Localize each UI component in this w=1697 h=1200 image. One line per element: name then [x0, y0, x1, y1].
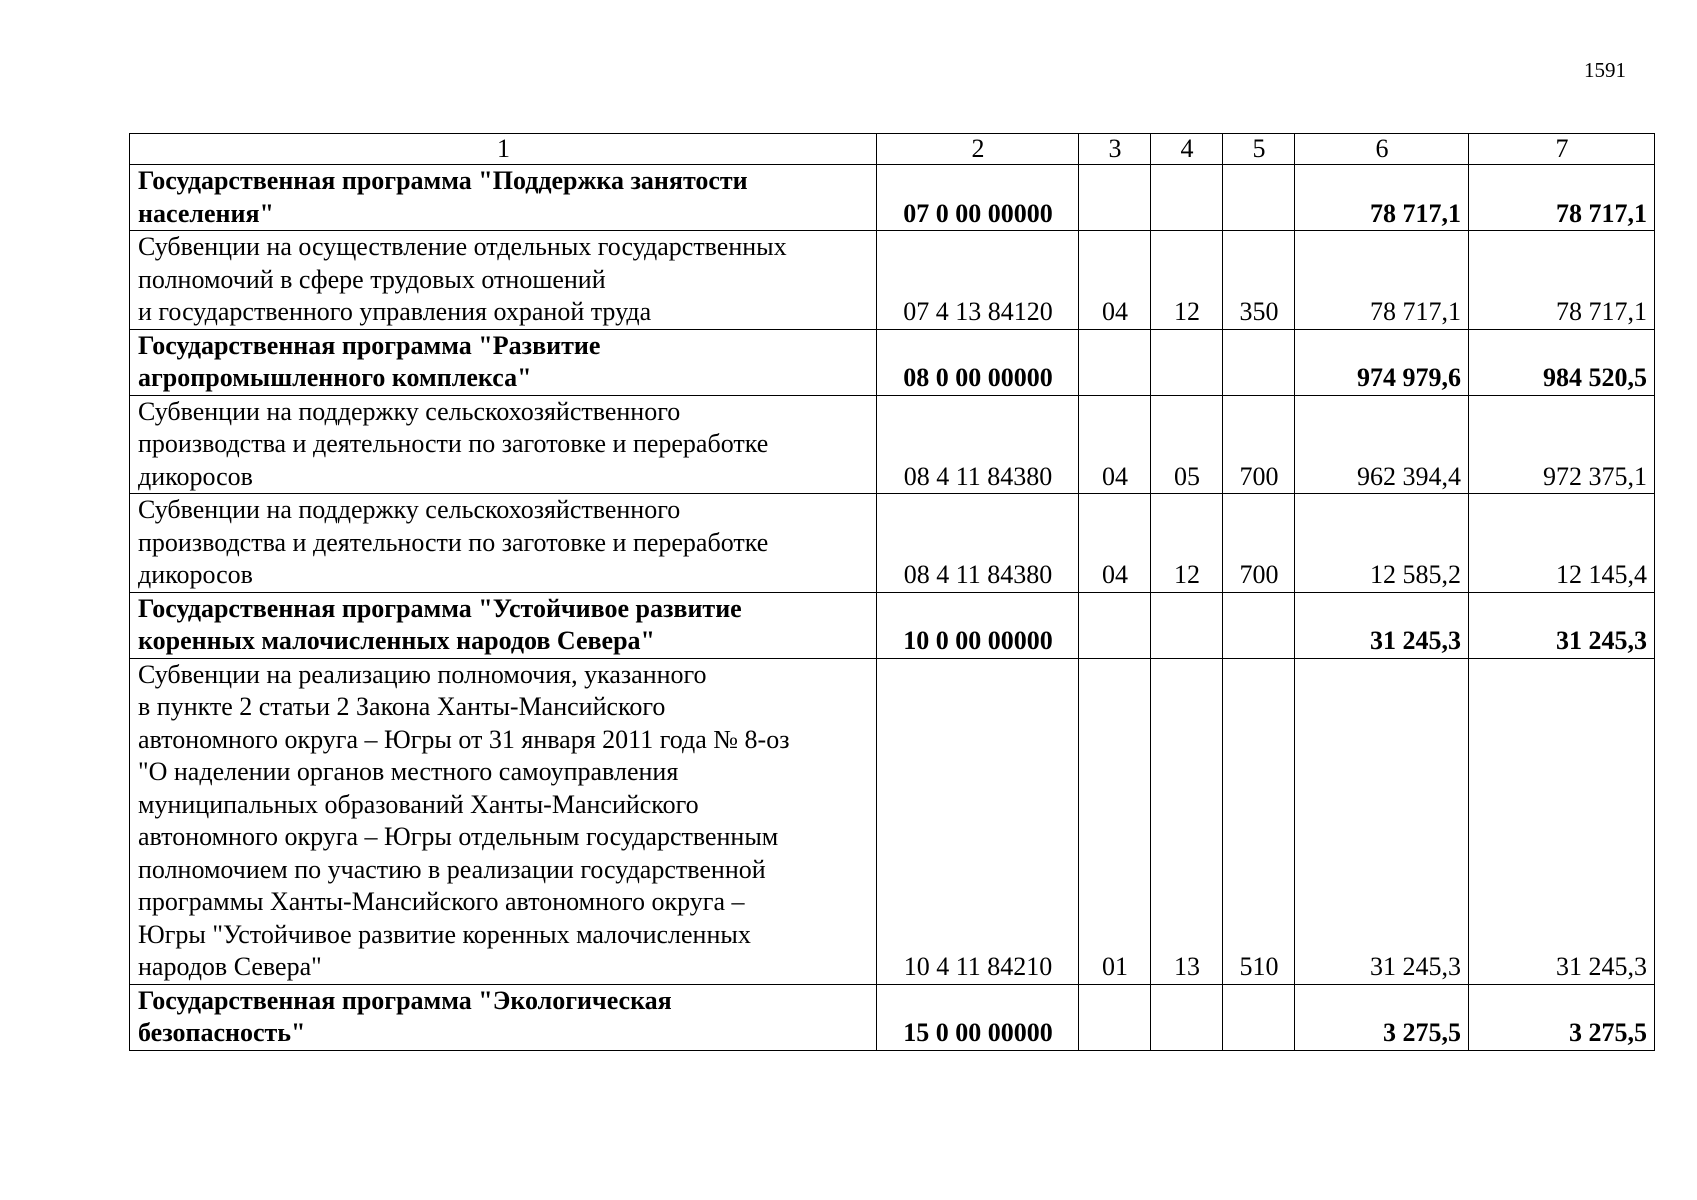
- row-name-line: "О наделении органов местного самоуправления: [138, 757, 679, 786]
- row-name-line: Югры "Устойчивое развитие коренных малочисленных: [138, 919, 751, 949]
- amount-col-7-cell: 31 245,3: [1469, 592, 1655, 658]
- row-name-cell: [130, 395, 877, 494]
- row-name-line: населения": [138, 198, 274, 228]
- row-name-line: Государственная программа "Поддержка занятости: [138, 166, 748, 195]
- row-name-cell: [130, 494, 877, 593]
- row-name-line: муниципальных образований Ханты-Мансийского: [138, 789, 699, 819]
- column-5-cell: 700: [1223, 494, 1295, 593]
- row-name-line: Субвенции на поддержку сельскохозяйственного: [138, 396, 681, 426]
- column-4-cell: [1151, 592, 1223, 658]
- column-4-cell: 13: [1151, 658, 1223, 984]
- amount-col-6-cell: 78 717,1: [1295, 165, 1469, 231]
- table-row: [130, 231, 1655, 330]
- column-4-cell: [1151, 329, 1223, 395]
- amount-col-7-cell: 984 520,5: [1469, 329, 1655, 395]
- column-5-cell: 510: [1223, 658, 1295, 984]
- row-name-line: Государственная программа "Развитие: [138, 330, 601, 360]
- row-name-line: полномочием по участию в реализации государственной: [138, 854, 766, 884]
- amount-col-7-cell: 78 717,1: [1469, 165, 1655, 231]
- code-cell: 07 4 13 84120: [877, 231, 1079, 330]
- column-4-cell: 12: [1151, 231, 1223, 330]
- program-row: [130, 165, 1655, 231]
- amount-col-7-cell: 78 717,1: [1469, 231, 1655, 330]
- amount-col-7-cell: 12 145,4: [1469, 494, 1655, 593]
- column-header-6: 6: [1295, 134, 1469, 165]
- amount-col-6-cell: 31 245,3: [1295, 658, 1469, 984]
- column-4-cell: [1151, 984, 1223, 1050]
- row-name-line: в пункте 2 статьи 2 Закона Ханты-Мансийского: [138, 692, 666, 721]
- row-name-line: безопасность": [138, 1018, 306, 1047]
- column-header-4: 4: [1151, 134, 1223, 165]
- column-4-cell: 05: [1151, 395, 1223, 494]
- page-number: 1591: [1584, 58, 1626, 82]
- amount-col-6-cell: 962 394,4: [1295, 395, 1469, 494]
- amount-col-6-cell: 974 979,6: [1295, 329, 1469, 395]
- code-cell: 08 4 11 84380: [877, 395, 1079, 494]
- row-name-cell: [130, 658, 877, 984]
- budget-table: [129, 133, 1655, 1051]
- table-body: [130, 134, 1655, 1051]
- row-name-cell: [130, 592, 877, 658]
- table-row: [130, 395, 1655, 494]
- row-name-line: Государственная программа "Устойчивое развитие: [138, 593, 742, 623]
- code-cell: 10 0 00 00000: [877, 592, 1079, 658]
- column-4-cell: 12: [1151, 494, 1223, 593]
- amount-col-6-cell: 78 717,1: [1295, 231, 1469, 330]
- column-header-2: 2: [877, 134, 1079, 165]
- code-cell: 15 0 00 00000: [877, 984, 1079, 1050]
- row-name-line: Субвенции на реализацию полномочия, указанного: [138, 659, 707, 689]
- row-name-cell: [130, 984, 877, 1050]
- table-row: [130, 494, 1655, 593]
- row-name-line: агропромышленного комплекса": [138, 363, 532, 392]
- row-name-line: и государственного управления охраной труда: [138, 297, 652, 326]
- column-3-cell: 01: [1079, 658, 1151, 984]
- row-name-line: Субвенции на поддержку сельскохозяйственного: [138, 495, 681, 524]
- column-3-cell: [1079, 329, 1151, 395]
- program-row: [130, 329, 1655, 395]
- row-name-line: производства и деятельности по заготовке и переработке: [138, 527, 769, 557]
- row-name-line: коренных малочисленных народов Севера": [138, 626, 655, 655]
- amount-col-6-cell: 31 245,3: [1295, 592, 1469, 658]
- column-3-cell: [1079, 592, 1151, 658]
- amount-col-7-cell: 3 275,5: [1469, 984, 1655, 1050]
- row-name-line: Субвенции на осуществление отдельных государственных: [138, 232, 787, 261]
- column-3-cell: [1079, 984, 1151, 1050]
- row-name-line: Государственная программа "Экологическая: [138, 985, 672, 1015]
- amount-col-6-cell: 3 275,5: [1295, 984, 1469, 1050]
- row-name-line: полномочий в сфере трудовых отношений: [138, 264, 606, 294]
- row-name-cell: [130, 329, 877, 395]
- column-header-1: 1: [130, 134, 877, 165]
- column-header-5: 5: [1223, 134, 1295, 165]
- column-5-cell: 700: [1223, 395, 1295, 494]
- amount-col-7-cell: 972 375,1: [1469, 395, 1655, 494]
- row-name-line: производства и деятельности по заготовке и переработке: [138, 429, 769, 458]
- code-cell: 08 0 00 00000: [877, 329, 1079, 395]
- column-5-cell: [1223, 592, 1295, 658]
- table-header-row: [130, 134, 1655, 165]
- column-4-cell: [1151, 165, 1223, 231]
- row-name-cell: [130, 231, 877, 330]
- amount-col-7-cell: 31 245,3: [1469, 658, 1655, 984]
- column-header-7: 7: [1469, 134, 1655, 165]
- column-header-3: 3: [1079, 134, 1151, 165]
- program-row: [130, 592, 1655, 658]
- column-3-cell: 04: [1079, 231, 1151, 330]
- column-3-cell: 04: [1079, 494, 1151, 593]
- table-row: [130, 658, 1655, 984]
- row-name-cell: [130, 165, 877, 231]
- row-name-line: автономного округа – Югры от 31 января 2011 года № 8-оз: [138, 724, 790, 754]
- code-cell: 08 4 11 84380: [877, 494, 1079, 593]
- column-5-cell: [1223, 984, 1295, 1050]
- column-3-cell: 04: [1079, 395, 1151, 494]
- row-name-line: народов Севера": [138, 952, 322, 981]
- code-cell: 07 0 00 00000: [877, 165, 1079, 231]
- row-name-line: дикоросов: [138, 560, 253, 589]
- column-5-cell: [1223, 165, 1295, 231]
- row-name-line: дикоросов: [138, 461, 253, 491]
- row-name-line: программы Ханты-Мансийского автономного округа –: [138, 887, 745, 916]
- column-5-cell: 350: [1223, 231, 1295, 330]
- column-5-cell: [1223, 329, 1295, 395]
- code-cell: 10 4 11 84210: [877, 658, 1079, 984]
- amount-col-6-cell: 12 585,2: [1295, 494, 1469, 593]
- row-name-line: автономного округа – Югры отдельным государственным: [138, 822, 779, 851]
- column-3-cell: [1079, 165, 1151, 231]
- program-row: [130, 984, 1655, 1050]
